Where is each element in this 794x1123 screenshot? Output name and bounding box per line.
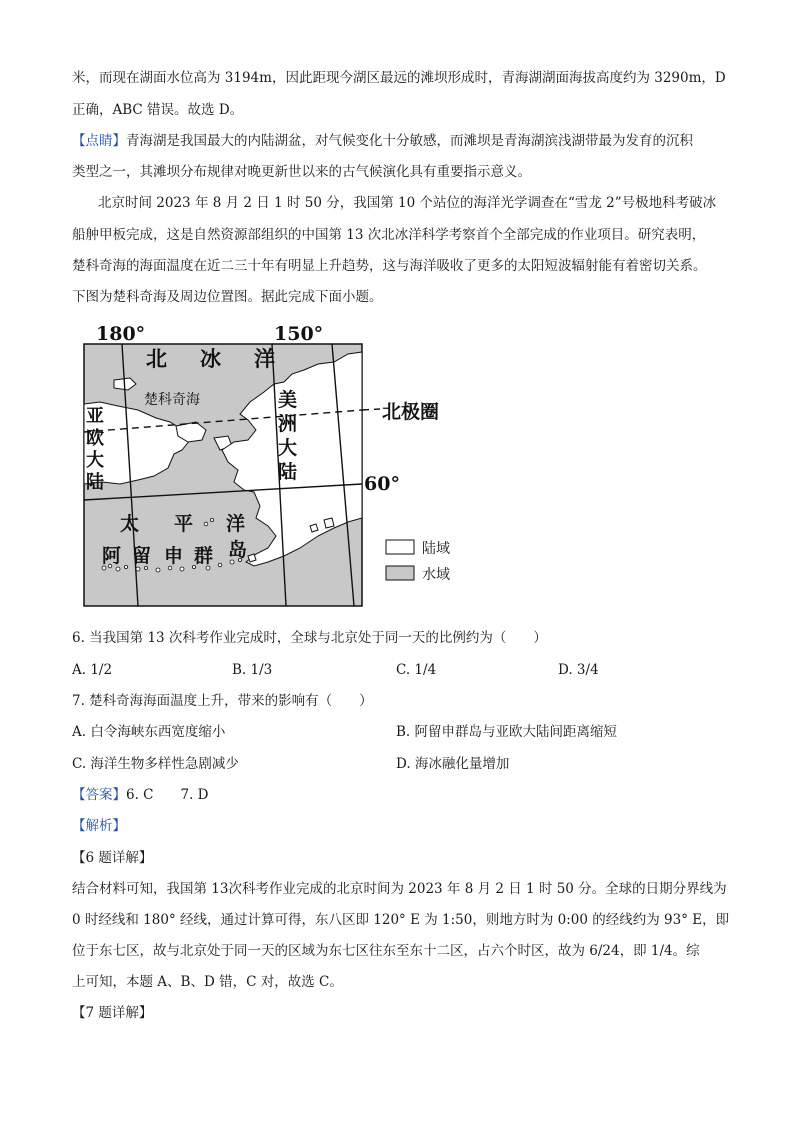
q6-option-d: D. 3/4 [558, 662, 599, 678]
island [310, 524, 318, 532]
aleutian-label-char: 申 [164, 545, 184, 567]
analysis-tag: 【解析】 [72, 818, 126, 834]
q7-option-b: B. 阿留申群岛与亚欧大陆间距离缩短 [396, 724, 618, 740]
ocean-label-char: 冰 [200, 347, 221, 371]
eurasia-label-char: 亚 [86, 406, 104, 427]
legend-water-swatch [386, 566, 414, 580]
chukchi-sea-label: 楚科奇海 [144, 392, 200, 408]
dianjing-text: 青海湖是我国最大的内陆湖盆，对气候变化十分敏感，而滩坝是青海湖滨浅湖带最为发育的沉积 [126, 133, 693, 149]
paragraph-line: 正确，ABC 错误。故选 D。 [72, 102, 244, 118]
dianjing-tag: 【点睛】 [72, 133, 126, 149]
detail-7-title: 【7 题详解】 [72, 1005, 153, 1021]
america-label-char: 洲 [278, 413, 298, 435]
detail-6-line: 0 时经线和 180° 经线，通过计算可得，东八区即 120° E 为 1:50，则地方时为 0:00 的经线约为 93° E，即 [72, 912, 730, 928]
legend-land-swatch [386, 540, 414, 554]
material-line: 楚科奇海的海面温度在近二三十年有明显上升趋势，这与海洋吸收了更多的太阳短波辐射能有着密切关系。 [72, 258, 707, 274]
detail-6-title: 【6 题详解】 [72, 850, 153, 866]
answer-line [72, 785, 209, 805]
pacific-label-char: 洋 [226, 513, 246, 535]
island [248, 554, 256, 562]
detail-6-line: 上可知，本题 A、B、D 错，C 对，故选 C。 [72, 974, 343, 990]
lon-150-label: 150° [274, 323, 324, 345]
aleutian-label-char: 群 [194, 545, 214, 567]
legend-water-label: 水域 [422, 567, 450, 583]
detail-6-line: 位于东七区，故与北京处于同一天的区域为东七区往东至东十二区，占六个时区，故为 6/24，即 1/4。综 [72, 943, 700, 959]
aleutian-label-char: 岛 [228, 539, 248, 561]
q6-option-a: A. 1/2 [72, 662, 113, 678]
arctic-circle-line-ext [362, 409, 380, 410]
arctic-circle-label: 北极圈 [382, 401, 440, 423]
island [324, 518, 334, 528]
legend-land-label: 陆域 [422, 541, 450, 557]
ocean-label-char: 北 [146, 347, 167, 371]
america-label-char: 大 [278, 437, 298, 459]
eurasia-label-char: 欧 [86, 428, 104, 449]
dianjing-line: 类型之一，其滩坝分布规律对晚更新世以来的古气候演化具有重要指示意义。 [72, 164, 531, 180]
lon-180-label: 180° [96, 323, 146, 345]
material-line: 下图为楚科奇海及周边位置图。据此完成下面小题。 [72, 289, 383, 305]
lat-60-label: 60° [364, 473, 400, 495]
eurasia-label-char: 陆 [86, 472, 104, 493]
q6-option-b: B. 1/3 [232, 662, 273, 678]
q7-option-a: A. 白令海峡东西宽度缩小 [72, 724, 226, 740]
question-7-stem: 7. 楚科奇海海面温度上升，带来的影响有（ ） [72, 693, 373, 709]
aleutian-label-char: 留 [132, 545, 152, 567]
pacific-label-char: 太 [120, 513, 140, 535]
q7-option-d: D. 海冰融化量增加 [396, 756, 510, 772]
material-line: 船舯甲板完成，这是自然资源部组织的中国第 13 次北冰洋科学考察首个全部完成的作业项目。研究表明， [72, 227, 706, 243]
answer-text: 6. C 7. D [126, 787, 209, 803]
question-6-stem: 6. 当我国第 13 次科考作业完成时，全球与北京处于同一天的比例约为（ ） [72, 630, 547, 646]
q6-option-c: C. 1/4 [396, 662, 437, 678]
chukchi-sea-map [78, 322, 478, 612]
america-label-char: 陆 [278, 461, 298, 483]
eurasia-label-char: 大 [86, 450, 104, 471]
paragraph-line: 米，而现在湖面水位高为 3194m，因此距现今湖区最远的滩坝形成时，青海湖湖面海拔高度约为 3290m，D [72, 70, 726, 86]
america-label-char: 美 [278, 389, 298, 411]
pacific-label-char: 平 [174, 513, 194, 535]
aleutian-label-char: 阿 [102, 545, 122, 567]
detail-6-line: 结合材料可知，我国第 13次科考作业完成的北京时间为 2023 年 8 月 2 日 1 时 50 分。全球的日期分界线为 [72, 881, 727, 897]
material-line: 北京时间 2023 年 8 月 2 日 1 时 50 分，我国第 10 个站位的海洋光学调查在“雪龙 2”号极地科考破冰 [98, 195, 717, 211]
dianjing-line [72, 131, 693, 151]
answer-tag: 【答案】 [72, 787, 126, 803]
ocean-label-char: 洋 [254, 347, 275, 371]
q7-option-c: C. 海洋生物多样性急剧减少 [72, 756, 239, 772]
